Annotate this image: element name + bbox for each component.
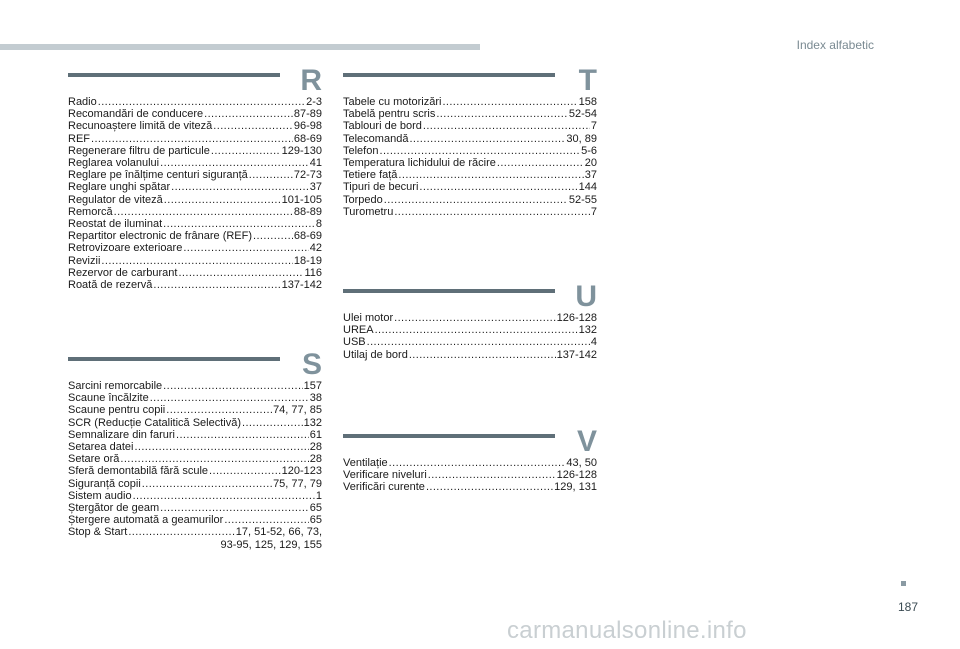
dot-leader — [423, 120, 590, 132]
section-letter: S — [301, 348, 322, 381]
entry-pages: 65 — [309, 514, 322, 527]
entry-pages: 2-3 — [306, 96, 322, 108]
dot-leader — [394, 312, 556, 324]
index-entry — [343, 481, 597, 493]
entry-pages: 18-19 — [293, 254, 322, 267]
dot-leader — [389, 457, 566, 469]
entry-label: Tablouri de bord — [343, 120, 422, 133]
section-letter: T — [578, 64, 597, 97]
entry-label: Temperatura lichidului de răcire — [343, 157, 496, 170]
dot-leader — [436, 108, 568, 120]
dot-leader — [134, 441, 308, 453]
entry-pages: 126-128 — [556, 312, 597, 324]
index-entry — [68, 490, 322, 502]
entry-label: Tabelă pentru scris — [343, 108, 436, 121]
dot-leader — [384, 194, 568, 206]
section-letter: V — [576, 425, 597, 458]
entry-pages: 37 — [584, 169, 597, 182]
page-number: 187 — [898, 600, 919, 614]
section-rule — [68, 357, 280, 361]
entry-label: Ștergător de geam — [68, 502, 160, 515]
index-section-r — [68, 64, 322, 292]
index-entry — [68, 526, 322, 538]
index-entry — [68, 169, 322, 181]
index-entry — [343, 312, 597, 324]
entry-label: USB — [343, 336, 366, 349]
dot-leader — [163, 218, 315, 230]
dot-leader — [398, 169, 583, 181]
index-entry — [343, 336, 597, 348]
entry-label: Sferă demontabilă fără scule — [68, 465, 209, 478]
entry-label: Rezervor de carburant — [68, 266, 178, 279]
index-list — [343, 457, 597, 494]
dot-leader — [428, 469, 556, 481]
entry-continuation: 93-95, 125, 129, 155 — [220, 538, 322, 551]
index-entry — [68, 206, 322, 218]
index-entry — [68, 242, 322, 254]
index-entry — [68, 502, 322, 514]
entry-label: Siguranță copii — [68, 477, 141, 490]
entry-pages: 68-69 — [293, 230, 322, 243]
index-section-v — [343, 425, 597, 494]
index-entry — [68, 267, 322, 279]
entry-pages: 52-55 — [568, 193, 597, 206]
dot-leader — [142, 478, 272, 490]
index-entry — [343, 206, 597, 218]
index-entry — [68, 417, 322, 429]
index-section-s — [68, 348, 322, 551]
section-letter: U — [575, 280, 597, 313]
page-header-title: Index alfabetic — [796, 38, 874, 52]
index-entry — [68, 255, 322, 267]
entry-pages: 88-89 — [293, 205, 322, 218]
entry-pages: 137-142 — [281, 279, 322, 292]
entry-label: Repartitor electronic de frânare (REF) — [68, 230, 253, 243]
entry-pages: 132 — [578, 324, 597, 337]
dot-leader — [101, 255, 292, 267]
dot-leader — [128, 526, 234, 538]
index-entry — [343, 469, 597, 481]
entry-label: Setare oră — [68, 453, 120, 466]
watermark: carmanualsonline.info — [507, 617, 747, 644]
entry-pages: 157 — [303, 380, 322, 392]
entry-pages: 116 — [304, 266, 322, 279]
index-entry — [343, 133, 597, 145]
section-header — [343, 64, 597, 97]
entry-label: Utilaj de bord — [343, 348, 408, 361]
dot-leader — [213, 120, 293, 132]
entry-label: Regenerare filtru de particule — [68, 144, 210, 157]
entry-label: Torpedo — [343, 193, 383, 206]
entry-label: SCR (Reducție Catalitică Selectivă) — [68, 416, 242, 429]
dot-leader — [153, 279, 280, 291]
index-list — [68, 96, 322, 291]
entry-label: Recomandări de conducere — [68, 108, 204, 121]
entry-pages: 8 — [315, 218, 322, 231]
dot-leader — [426, 481, 553, 493]
index-entry — [343, 157, 597, 169]
dot-leader — [409, 349, 556, 361]
entry-pages: 28 — [309, 453, 322, 466]
entry-label: Reglare unghi spătar — [68, 181, 171, 194]
index-entry — [343, 324, 597, 336]
index-entry — [68, 478, 322, 490]
section-header — [68, 64, 322, 97]
index-entry — [68, 429, 322, 441]
entry-label: Reostat de iluminat — [68, 218, 163, 231]
section-rule — [68, 73, 280, 77]
index-entry — [68, 441, 322, 453]
dot-leader — [442, 96, 577, 108]
entry-pages: 37 — [309, 181, 322, 194]
section-header — [343, 425, 597, 458]
entry-pages: 1 — [315, 489, 322, 502]
index-entry — [68, 230, 322, 242]
index-entry — [68, 392, 322, 404]
index-entry — [68, 96, 322, 108]
entry-label: Tipuri de becuri — [343, 181, 419, 194]
entry-label: Telefon — [343, 144, 379, 157]
entry-pages: 101-105 — [281, 193, 322, 206]
dot-leader — [150, 392, 309, 404]
dot-leader — [163, 380, 302, 392]
entry-label: Tetiere față — [343, 169, 398, 182]
entry-pages: 120-123 — [281, 465, 322, 478]
index-entry — [68, 145, 322, 157]
entry-label: Sarcini remorcabile — [68, 380, 163, 392]
entry-pages: 7 — [590, 205, 597, 218]
index-entry — [68, 380, 322, 392]
dot-leader — [224, 514, 308, 526]
dot-leader — [183, 242, 308, 254]
entry-label: Recunoaștere limită de viteză — [68, 120, 213, 133]
corner-square-icon — [901, 581, 906, 586]
dot-leader — [160, 502, 309, 514]
entry-pages: 42 — [309, 242, 322, 255]
entry-label: Roată de rezervă — [68, 279, 153, 292]
index-entry — [68, 279, 322, 291]
dot-leader — [409, 133, 565, 145]
entry-pages: 96-98 — [293, 120, 322, 133]
dot-leader — [120, 453, 308, 465]
index-entry — [68, 133, 322, 145]
entry-label: Retrovizoare exterioare — [68, 242, 183, 255]
entry-label: Regulator de viteză — [68, 193, 163, 206]
entry-pages: 72-73 — [293, 169, 322, 182]
dot-leader — [253, 230, 293, 242]
index-section-t — [343, 64, 597, 218]
index-entry — [68, 465, 322, 477]
dot-leader — [419, 181, 577, 193]
entry-pages: 74, 77, 85 — [273, 404, 322, 417]
dot-leader — [171, 181, 309, 193]
entry-label: Tabele cu motorizări — [343, 96, 442, 108]
entry-label: UREA — [343, 324, 374, 337]
entry-pages: 65 — [309, 502, 322, 515]
entry-pages: 4 — [590, 336, 597, 349]
entry-pages: 61 — [309, 428, 322, 441]
dot-leader — [249, 169, 293, 181]
index-entry — [68, 453, 322, 465]
entry-label: Revizii — [68, 254, 101, 267]
section-rule — [343, 289, 555, 293]
dot-leader — [160, 157, 309, 169]
entry-pages: 129, 131 — [554, 481, 597, 494]
index-entry — [68, 157, 322, 169]
dot-leader — [394, 206, 590, 218]
dot-leader — [166, 404, 272, 416]
dot-leader — [178, 267, 303, 279]
entry-pages: 129-130 — [281, 144, 322, 157]
index-entry — [68, 218, 322, 230]
dot-leader — [497, 157, 584, 169]
entry-pages: 5-6 — [581, 144, 597, 157]
index-entry — [343, 169, 597, 181]
entry-pages: 30, 89 — [566, 132, 597, 145]
entry-pages: 87-89 — [293, 108, 322, 121]
index-entry — [68, 181, 322, 193]
entry-label: Setarea datei — [68, 441, 134, 454]
entry-pages: 38 — [309, 392, 322, 405]
dot-leader — [242, 417, 303, 429]
index-list — [68, 380, 322, 551]
index-list — [343, 96, 597, 218]
index-entry — [343, 349, 597, 361]
section-header — [68, 348, 322, 381]
dot-leader — [204, 108, 293, 120]
dot-leader — [375, 324, 578, 336]
entry-pages: 126-128 — [556, 469, 597, 482]
entry-label: Remorcă — [68, 205, 113, 218]
entry-pages: 52-54 — [568, 108, 597, 121]
dot-leader — [176, 429, 309, 441]
entry-label: Ulei motor — [343, 312, 394, 324]
index-entry — [343, 120, 597, 132]
section-letter: R — [300, 64, 322, 97]
dot-leader — [211, 145, 281, 157]
entry-label: Semnalizare din faruri — [68, 428, 175, 441]
index-entry — [343, 108, 597, 120]
entry-label: Turometru — [343, 205, 394, 218]
entry-label: Radio — [68, 96, 97, 108]
dot-leader — [114, 206, 293, 218]
entry-label: Scaune încălzite — [68, 392, 149, 405]
entry-pages: 144 — [578, 181, 597, 194]
entry-pages: 41 — [309, 157, 322, 170]
entry-label: Scaune pentru copii — [68, 404, 166, 417]
index-entry — [68, 108, 322, 120]
index-entry — [68, 404, 322, 416]
index-entry — [68, 194, 322, 206]
entry-pages: 7 — [590, 120, 597, 133]
section-header — [343, 280, 597, 313]
index-entry — [343, 457, 597, 469]
index-entry — [68, 514, 322, 526]
entry-pages: 68-69 — [293, 132, 322, 145]
entry-pages: 43, 50 — [566, 457, 597, 469]
entry-pages: 20 — [584, 157, 597, 170]
entry-pages: 132 — [303, 416, 322, 429]
dot-leader — [133, 490, 315, 502]
index-list — [343, 312, 597, 361]
entry-label: Stop & Start — [68, 526, 128, 539]
index-section-u — [343, 280, 597, 361]
index-entry — [343, 181, 597, 193]
header-bar — [0, 44, 480, 50]
dot-leader — [91, 133, 293, 145]
entry-pages: 75, 77, 79 — [273, 477, 322, 490]
dot-leader — [379, 145, 580, 157]
entry-label: Telecomandă — [343, 132, 409, 145]
section-rule — [343, 434, 555, 438]
entry-label: Verificare niveluri — [343, 469, 427, 482]
dot-leader — [209, 465, 281, 477]
index-entry — [343, 194, 597, 206]
dot-leader — [164, 194, 281, 206]
index-entry — [343, 145, 597, 157]
entry-label: Ventilație — [343, 457, 388, 469]
entry-label: Verificări curente — [343, 481, 425, 494]
index-entry — [68, 120, 322, 132]
entry-label: Reglare pe înălțime centuri siguranță — [68, 169, 248, 182]
dot-leader — [367, 336, 590, 348]
entry-label: REF — [68, 132, 90, 145]
section-rule — [343, 73, 555, 77]
entry-label: Reglarea volanului — [68, 157, 160, 170]
entry-pages: 17, 51-52, 66, 73, — [235, 526, 322, 539]
entry-label: Sistem audio — [68, 489, 132, 502]
entry-pages: 137-142 — [556, 348, 597, 361]
dot-leader — [98, 96, 305, 108]
entry-pages: 158 — [578, 96, 597, 108]
entry-pages: 28 — [309, 441, 322, 454]
index-entry — [343, 96, 597, 108]
entry-label: Ștergere automată a geamurilor — [68, 514, 224, 527]
